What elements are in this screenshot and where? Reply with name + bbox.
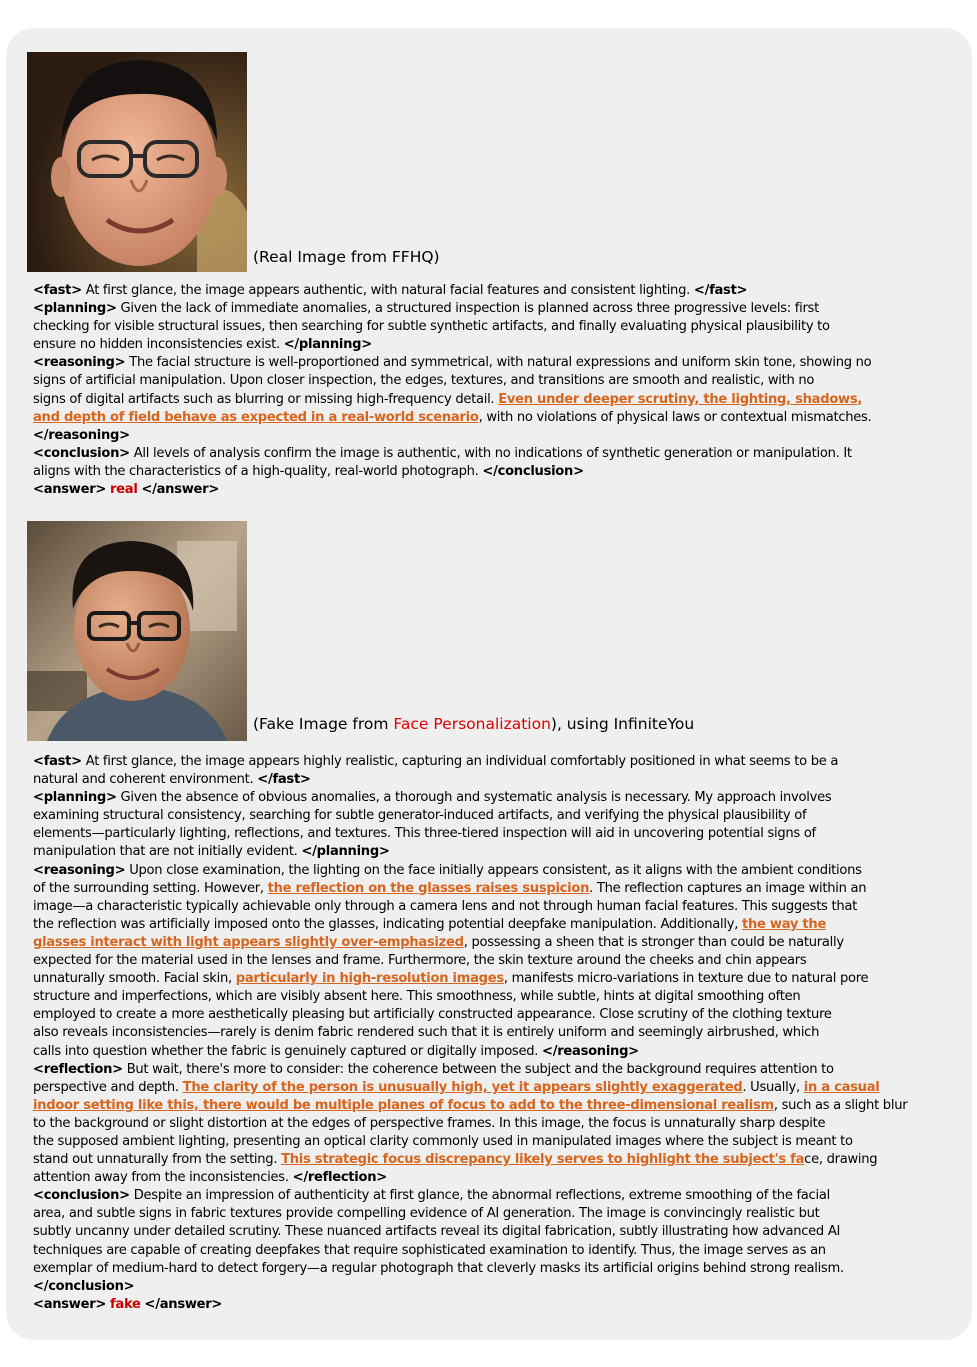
xml-tag: </planning>	[283, 337, 372, 353]
analysis-line	[33, 1133, 973, 1151]
reasoning-line	[33, 354, 973, 372]
reasoning-line	[33, 409, 973, 427]
xml-tag: <fast>	[33, 754, 82, 769]
analysis-line	[33, 970, 973, 988]
body-text: signs of digital artifacts such as blurring or missing high-frequency detail.	[33, 391, 499, 407]
planning-line	[33, 336, 973, 354]
real-face-photo	[27, 52, 247, 272]
xml-tag: </answer>	[141, 482, 220, 498]
fake-face-photo	[27, 521, 247, 741]
highlighted-evidence: the way the	[742, 916, 827, 932]
analysis-line	[33, 880, 973, 898]
analysis-line	[33, 1296, 973, 1314]
highlighted-evidence: Even under deeper scrutiny, the lighting, shadows,	[498, 391, 863, 407]
highlighted-evidence: This strategic focus discrepancy	[281, 1152, 511, 1168]
analysis-line	[33, 753, 973, 771]
analysis-line	[33, 789, 973, 807]
body-text: natural and coherent environment.	[33, 772, 258, 788]
caption-prefix: (Fake Image from	[253, 715, 394, 733]
xml-tag: <fast>	[33, 283, 82, 298]
body-text: the reflection was artificially imposed onto the glasses, indicating potential deepfake manipulation. Additionally,	[33, 916, 743, 932]
analysis-line	[33, 1115, 973, 1133]
conclusion-line	[33, 463, 973, 481]
analysis-line	[33, 934, 973, 952]
answer-line	[33, 481, 973, 499]
body-text: techniques are capable of creating deepfakes that require sophisticated examination to identify. Thus, the image serves as an	[33, 1242, 826, 1258]
fake-analysis-text	[33, 753, 973, 1314]
highlighted-evidence: likely serves to highlight the subject's fa	[510, 1152, 805, 1168]
analysis-line	[33, 862, 973, 880]
body-text: At first glance, the image appears highly realistic, capturing an individual comfortably positioned in what seems to be a	[81, 754, 839, 769]
analysis-line	[33, 1097, 973, 1115]
highlighted-evidence: the reflection on the glasses raises suspicion	[267, 880, 590, 896]
xml-tag: </reflection>	[292, 1170, 387, 1186]
body-text: image—a characteristic typically achievable only through a camera lens and not through human facial features. This suggests that	[33, 898, 857, 914]
xml-tag: <answer>	[33, 1296, 107, 1312]
analysis-line	[33, 843, 973, 861]
conclusion-line	[33, 445, 973, 463]
analysis-line	[33, 1205, 973, 1223]
highlighted-evidence: glasses interact with light appears slightly over-emphasized	[33, 934, 464, 950]
body-text: calls into question whether the fabric is genuinely captured or digitally imposed.	[33, 1043, 543, 1059]
body-text: aligns with the characteristics of a high-quality, real-world photograph.	[33, 463, 483, 479]
body-text: Given the absence of obvious anomalies, a thorough and systematic analysis is necessary. My approach involves	[116, 790, 832, 806]
body-text: , manifests micro-variations in texture due to natural pore	[503, 971, 869, 987]
analysis-line	[33, 1223, 973, 1241]
xml-tag: </answer>	[144, 1296, 223, 1312]
xml-tag: <planning>	[33, 790, 117, 806]
xml-tag: <conclusion>	[33, 445, 130, 461]
xml-tag: </reasoning>	[542, 1043, 639, 1059]
body-text: ce, drawing	[804, 1152, 878, 1168]
analysis-line	[33, 988, 973, 1006]
xml-tag: <answer>	[33, 482, 107, 498]
analysis-line	[33, 1043, 973, 1061]
highlighted-evidence: The clarity of the person is unusually high, yet it appears slightly exaggerated	[182, 1079, 743, 1095]
xml-tag: </conclusion>	[482, 463, 584, 479]
answer-value: real	[109, 482, 138, 498]
analysis-line	[33, 1079, 973, 1097]
body-text: the supposed ambient lighting, presenting an optical clarity commonly used in manipulated images where the subject is meant to	[33, 1133, 853, 1149]
xml-tag: </conclusion>	[33, 1278, 135, 1294]
xml-tag: </fast>	[693, 283, 748, 298]
analysis-line	[33, 1024, 973, 1042]
analysis-line	[33, 1006, 973, 1024]
planning-line: checking for visible structural issues, then searching for subtle synthetic artifacts, and finally evaluating physical plausibility to	[33, 319, 830, 335]
analysis-line	[33, 1278, 973, 1296]
body-text: of the surrounding setting. However,	[33, 880, 268, 896]
body-text: perspective and depth.	[33, 1079, 183, 1095]
body-text: stand out unnaturally from the setting.	[33, 1152, 282, 1168]
body-text: structure and imperfections, which are visibly absent here. This smoothness, while subtle, hints at digital smoothing often	[33, 989, 801, 1005]
body-text: , such as a slight blur	[773, 1097, 908, 1113]
analysis-line	[33, 952, 973, 970]
xml-tag: <reflection>	[33, 1061, 123, 1077]
body-text: ensure no hidden inconsistencies exist.	[33, 337, 284, 353]
fast-line	[33, 282, 973, 300]
caption-category: Face Personalization	[393, 715, 551, 733]
body-text: , with no violations of physical laws or contextual mismatches.	[478, 409, 872, 425]
body-text: unnaturally smooth. Facial skin,	[33, 971, 236, 987]
analysis-line	[33, 1151, 973, 1169]
body-text: All levels of analysis confirm the image is authentic, with no indications of synthetic generation or manipulation. It	[129, 445, 852, 461]
analysis-line	[33, 1187, 973, 1205]
body-text: , possessing a sheen that is stronger than could be naturally	[463, 934, 844, 950]
real-analysis-text	[33, 282, 973, 499]
analysis-line	[33, 1242, 973, 1260]
analysis-line	[33, 1061, 973, 1079]
highlighted-evidence: particularly in high-resolution images	[235, 971, 504, 987]
xml-tag: <conclusion>	[33, 1188, 130, 1204]
analysis-line	[33, 916, 973, 934]
body-text: expected for the material used in the lenses and frame. Furthermore, the skin texture around the cheeks and chin appears	[33, 953, 807, 969]
xml-tag: </fast>	[257, 772, 311, 788]
body-text: to the background or slight distortion at the edges of perspective frames. In this image, the focus is unnaturally sharp despite	[33, 1115, 826, 1131]
body-text: also reveals inconsistencies—rarely is denim fabric rendered such that it is entirely uniform and seemingly airbrushed, which	[33, 1025, 820, 1041]
body-text: At first glance, the image appears authentic, with natural facial features and consistent lighting.	[81, 283, 694, 298]
highlighted-evidence: in a casual	[803, 1079, 880, 1095]
fake-image-caption	[253, 714, 694, 734]
real-image-caption: (Real Image from FFHQ)	[253, 248, 440, 266]
answer-value: fake	[109, 1296, 141, 1312]
body-text: area, and subtle signs in fabric textures provide compelling evidence of AI generation. The image is convincingly realistic but	[33, 1206, 820, 1222]
reasoning-line	[33, 391, 973, 409]
body-text: attention away from the inconsistencies.	[33, 1170, 293, 1186]
reasoning-close-tag: </reasoning>	[33, 427, 130, 443]
xml-tag: <reasoning>	[33, 862, 126, 878]
analysis-line	[33, 825, 973, 843]
body-text: subtly uncanny under detailed scrutiny. These nuanced artifacts reveal its digital fabrication, subtly illustrating how advanced AI	[33, 1224, 841, 1240]
body-text: examining structural consistency, searching for subtle generator-induced artifacts, and verifying the physical plausibility of	[33, 808, 807, 824]
xml-tag: </planning>	[301, 844, 390, 860]
body-text: Despite an impression of authenticity at first glance, the abnormal reflections, extreme smoothing of the facial	[129, 1188, 830, 1204]
body-text: Given the lack of immediate anomalies, a structured inspection is planned across three progressive levels: first	[116, 301, 819, 317]
body-text: But wait, there's more to consider: the coherence between the subject and the background requires attention to	[122, 1061, 834, 1077]
body-text: exemplar of medium-hard to detect forgery—a regular photograph that cleverly masks its artificial origins behind strong realism.	[33, 1260, 844, 1276]
body-text: Upon close examination, the lighting on the face initially appears consistent, as it aligns with the ambient conditions	[125, 862, 862, 878]
planning-line	[33, 300, 973, 318]
analysis-line	[33, 1169, 973, 1187]
analysis-line	[33, 898, 973, 916]
body-text: The facial structure is well-proportioned and symmetrical, with natural expressions and uniform skin tone, showing no	[125, 355, 872, 371]
xml-tag: <planning>	[33, 301, 117, 317]
caption-suffix: ), using InfiniteYou	[550, 715, 695, 733]
highlighted-evidence: and depth of field behave as expected in a real-world scenario	[33, 409, 479, 425]
body-text: . The reflection captures an image within an	[589, 880, 867, 896]
body-text: elements—particularly lighting, reflections, and textures. This three-tiered inspection will aid in uncovering potential signs of	[33, 826, 816, 842]
xml-tag: <reasoning>	[33, 355, 126, 371]
analysis-line	[33, 1260, 973, 1278]
body-text: . Usually,	[742, 1079, 804, 1095]
highlighted-evidence: indoor setting like this, there would be multiple planes of focus to add to the three-dimensional realism	[33, 1097, 774, 1113]
reasoning-line: signs of artificial manipulation. Upon closer inspection, the edges, textures, and transitions are smooth and realistic, with no	[33, 373, 815, 389]
body-text: employed to create a more aesthetically pleasing but artificially constructed appearance. Close scrutiny of the clothing texture	[33, 1007, 832, 1023]
analysis-line	[33, 771, 973, 789]
body-text: manipulation that are not initially evident.	[33, 844, 302, 860]
analysis-line	[33, 807, 973, 825]
